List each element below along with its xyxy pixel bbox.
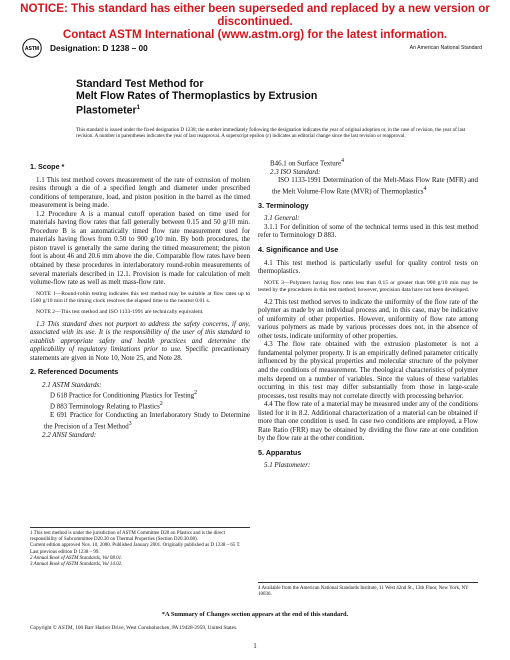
ref-b461: B46.1 on Surface Texture$^4$ bbox=[270, 158, 344, 168]
notice-line-1: NOTICE: This standard has either been superseded and replaced by a new version or discontinued. bbox=[20, 2, 490, 28]
footnote-1b: Current edition approved Nov. 10, 2000. Published January 2001. Originally published as D 1238 – 65 T. Last previous edition D 1238 – 99. bbox=[30, 543, 241, 555]
footnote-1: 1 This test method is under the jurisdiction of ASTM Committee D20 on Plastics and is the direct responsibility of Subcommittee D20.30 on Thermal Properties (Section D20.30.08). bbox=[30, 531, 226, 543]
section-heading-referenced-documents: 2. Referenced Documents bbox=[30, 367, 119, 377]
notice-line-2: Contact ASTM International (www.astm.org) for the latest information. bbox=[62, 28, 448, 41]
ref-iso-1133: ISO 1133-1991 Determination of the Melt-Mass Flow Rate (MFR) and the Melt Volume-Flow Rate (MVR) of Thermoplastics$^4$ bbox=[272, 176, 478, 196]
paragraph-1-1: 1.1 This test method covers measurement of the rate of extrusion of molten resins through a die of a specified length and diameter under prescribed conditions of temperature, load, and piston position in the barrel as the timed measurement is being made. bbox=[30, 175, 250, 210]
designation: Designation: D 1238 – 00 bbox=[50, 43, 148, 53]
paragraph-4-2: 4.2 This test method serves to indicate the uniformity of the flow rate of the polymer as made by an individual process and, in this case, may be indicative of uniformity of other properties. However, uniformity of flow rate among various polymers as made by various processes does not, in the absence of other tests, indicate uniformity of other properties. bbox=[258, 297, 478, 340]
ref-d618: D 618 Practice for Conditioning Plastics for Testing$^2$ bbox=[50, 390, 197, 400]
plastometer-label: 5.1 Plastometer: bbox=[264, 461, 311, 470]
section-heading-significance: 4. Significance and Use bbox=[258, 245, 339, 254]
section-heading-scope: 1. Scope * bbox=[30, 162, 65, 171]
right-column bbox=[258, 157, 478, 470]
summary-of-changes-note: *A Summary of Changes section appears at the end of this standard. bbox=[161, 611, 349, 618]
footnotes-left bbox=[30, 527, 250, 568]
section-heading-terminology: 3. Terminology bbox=[258, 200, 309, 210]
iso-standard-label: 2.3 ISO Standard: bbox=[270, 167, 321, 176]
footnote-4: 4 Available from the American National Standards Institute, 11 West 42nd St., 13th Floor, New York, NY 10036. bbox=[258, 586, 469, 598]
left-column bbox=[30, 157, 250, 439]
paragraph-1-3: 1.3 This standard does not purport to address the safety concerns, if any, associated with its use. It is the responsibility of the user of this standard to establish appropriate safety and health practices and determine the applicability of regulatory limitations prior to use. Specific precautionary statements are given in Note 10, Note 25, and Note 28. bbox=[30, 319, 250, 362]
general-label: 3.1 General: bbox=[264, 214, 300, 223]
supersession-notice bbox=[0, 2, 510, 41]
astm-logo-icon bbox=[22, 38, 42, 58]
page-number: 1 bbox=[253, 642, 257, 650]
ref-d883: D 883 Terminology Relating to Plastics$^2$ bbox=[50, 401, 163, 411]
svg-text:ASTM: ASTM bbox=[24, 46, 40, 52]
document-title bbox=[76, 78, 406, 117]
note-1: NOTE 1—Round-robin testing indicates this test method may be suitable at flow rates up to 1500 g/10 min if the timing clock resolves the elapsed time to the nearest 0.01 s. bbox=[30, 290, 250, 304]
footnotes-right bbox=[258, 582, 478, 598]
issuance-statement: This standard is issued under the fixed designation D 1238; the number immediately following the designation indicates the year of original adoption or, in the case of revision, the year of last revision. A number in parentheses indicates the year of last reapproval. A superscript epsilon (ε) indicates an editorial change since the last revision or reapproval. bbox=[76, 127, 466, 140]
paragraph-4-3: 4.3 The flow rate obtained with the extrusion plastometer is not a fundamental polymer property. It is an empirically defined parameter critically influenced by the physical properties and molecular structure of the polymer and the conditions of measurement. The rheological characteristics of polymer melts depend on a number of variables. Since the values of these variables occurring in this test may differ substantially from those in large-scale processes, test results may not correlate directly with processing behavior. bbox=[258, 340, 478, 400]
title-line-1: Standard Test Method for bbox=[76, 78, 204, 90]
paragraph-4-4: 4.4 The flow rate of a material may be measured under any of the conditions listed for it in 8.2. Additional characterization of a material can be obtained if more than one condition is used. In case two conditions are employed, a Flow Rate Ratio (FRR) may be obtained by dividing the flow rate at one condition by the flow rate at the other condition. bbox=[258, 400, 478, 443]
title-line-2: Melt Flow Rates of Thermoplastics by Extrusion bbox=[76, 90, 318, 102]
american-national-standard-label: An American National Standard bbox=[409, 45, 482, 51]
section-heading-apparatus: 5. Apparatus bbox=[258, 447, 302, 457]
paragraph-4-1: 4.1 This test method is particularly useful for quality control tests on thermoplastics. bbox=[258, 258, 478, 276]
paragraph-1-2: 1.2 Procedure A is a manual cutoff operation based on time used for materials having flow rates that fall generally between 0.15 and 50 g/10 min. Procedure B is an automatically timed flow rate measurement used for materials having flows from 0.50 to 900 g/10 min. By both procedures, the piston travel is generally the same during the timed measurement; the piston foot is about 46 and 20.6 mm above the die. Comparable flow rates have been obtained by these procedures in interlaboratory round-robin measurements of several materials described in 12.1. Provision is made for calculation of melt volume-flow rate as well as melt mass-flow rate. bbox=[30, 209, 250, 287]
ref-e691: E 691 Practice for Conducting an Interlaboratory Study to Determine the Precision of a Test Method$^3$ bbox=[44, 411, 250, 431]
ansi-standard-label: 2.2 ANSI Standard: bbox=[42, 430, 97, 439]
astm-standards-label: 2.1 ASTM Standards: bbox=[42, 380, 102, 389]
footnote-3: 3 Annual Book of ASTM Standards, Vol 14.02. bbox=[30, 562, 123, 568]
note-2: NOTE 2—This test method and ISO 1133-1991 are technically equivalent. bbox=[36, 308, 204, 315]
paragraph-3-1-1: 3.1.1 For definition of some of the technical terms used in this test method refer to Terminology D 883. bbox=[258, 222, 478, 240]
footnote-2: 2 Annual Book of ASTM Standards, Vol 08.01. bbox=[30, 555, 123, 561]
note-3: NOTE 3—Polymers having flow rates less than 0.15 or greater than 900 g/10 min may be tested by the procedures in this test method; however, precision data have not been developed. bbox=[258, 279, 478, 293]
title-line-3: Plastometer$^1$ bbox=[76, 104, 140, 117]
copyright-line: Copyright © ASTM, 100 Barr Harbor Drive, West Conshohocken, PA 19428-2959, United States. bbox=[30, 625, 238, 631]
